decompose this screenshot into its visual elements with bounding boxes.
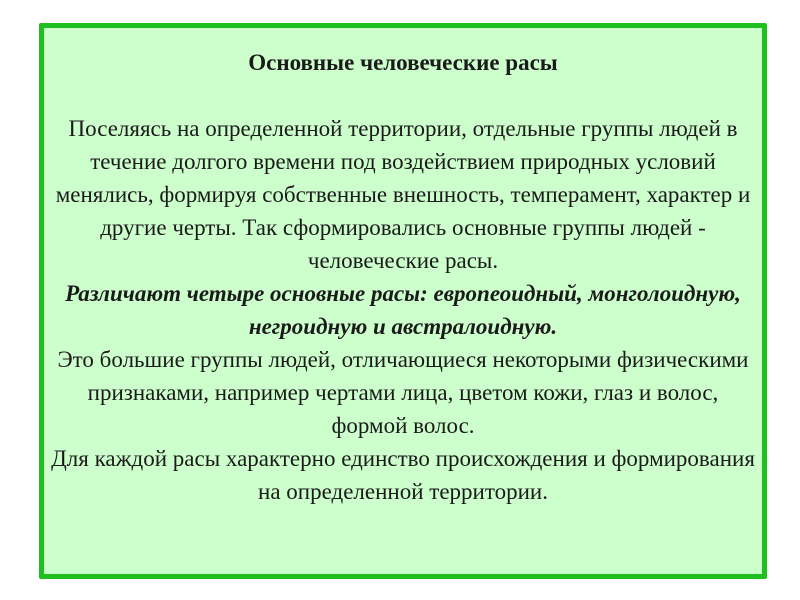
paragraph-features: Это большие группы людей, отличающиеся некоторыми физическими признаками, например чертами лица, цветом кожи, глаз и волос, формой волос. (57, 347, 749, 438)
slide-title: Основные человеческие расы (248, 50, 558, 75)
paragraph-emphasis: Различают четыре основные расы: европеоидный, монголоидную, негроидную и австралоидную. (65, 281, 741, 339)
paragraph-intro: Поселяясь на определенной территории, отдельные группы людей в течение долгого времени под воздействием природных условий менялись, формируя собственные внешность, темперамент, характер и другие черты. Так сформировались основные группы людей - человеческие расы. (55, 116, 751, 273)
card-content (44, 46, 762, 508)
paragraph-origin: Для каждой расы характерно единство происхождения и формирования на определенной территории. (51, 446, 755, 504)
text-card (39, 23, 767, 579)
spacer (44, 79, 762, 112)
